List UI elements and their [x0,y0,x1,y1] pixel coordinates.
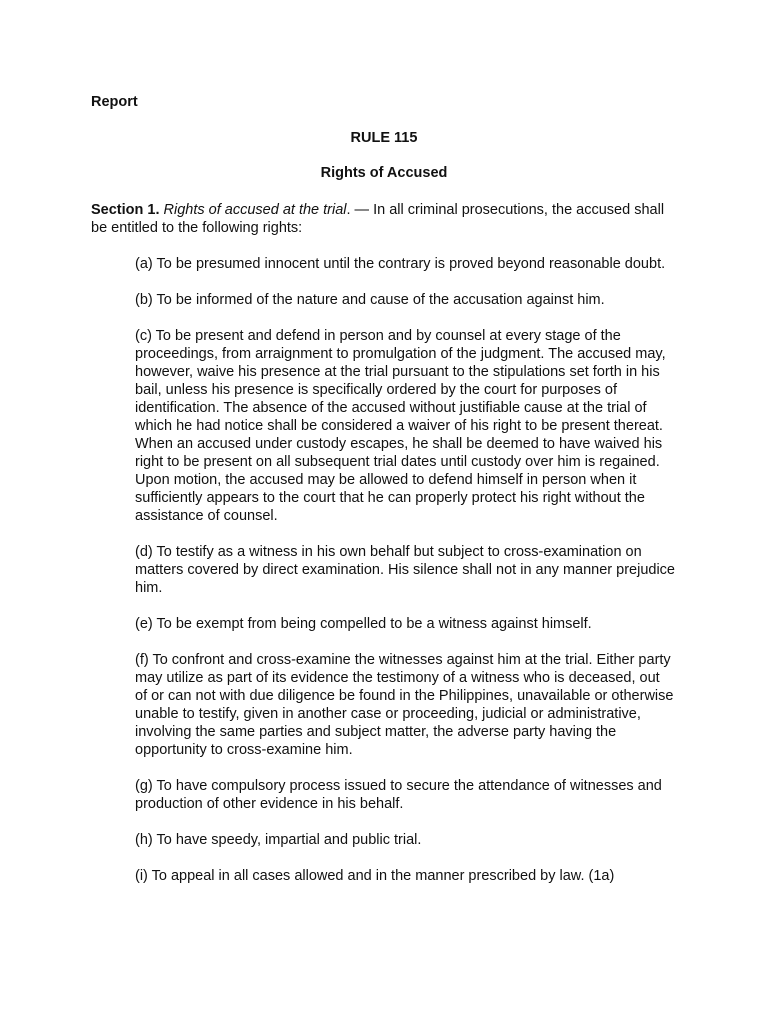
right-item-h: (h) To have speedy, impartial and public trial. [135,832,422,848]
rule-title: RULE 115 [350,130,418,146]
section-intro [91,201,671,237]
rights-list [135,255,675,903]
right-item-i: (i) To appeal in all cases allowed and in the manner prescribed by law. (1a) [135,868,615,884]
right-item-g: (g) To have compulsory process issued to secure the attendance of witnesses and production of other evidence in his behalf. [135,778,662,812]
report-label: Report [91,94,138,110]
right-item-f: (f) To confront and cross-examine the witnesses against him at the trial. Either party may utilize as part of its evidence the testimony of a witness who is deceased, out of or can not with due diligence be found in the Philippines, unavailable or otherwise unable to testify, given in another case or proceeding, judicial or administrative, involving the same parties and subject matter, the adverse party having the opportunity to cross-examine him. [135,652,674,758]
right-item-d: (d) To testify as a witness in his own behalf but subject to cross-examination on matters covered by direct examination. His silence shall not in any manner prejudice him. [135,544,675,596]
right-item-c: (c) To be present and defend in person and by counsel at every stage of the proceedings, from arraignment to promulgation of the judgment. The accused may, however, waive his presence at the trial pursuant to the stipulations set forth in his bail, unless his presence is specifically ordered by the court for purposes of identification. The absence of the accused without justifiable cause at the trial of which he had notice shall be considered a waiver of his right to be present thereat. When an accused under custody escapes, he shall be deemed to have waived his right to be present on all subsequent trial dates until custody over him is regained. Upon motion, the accused may be allowed to defend himself in person when it sufficiently appears to the court that he can properly protect his right without the assistance of counsel. [135,328,666,524]
section-heading: Rights of accused at the trial [163,202,347,218]
section-intro-text: . — In all criminal prosecutions, the accused shall be entitled to the following rights: [91,202,665,236]
right-item-b: (b) To be informed of the nature and cause of the accusation against him. [135,292,605,308]
section-number: Section 1. [91,202,160,218]
right-item-e: (e) To be exempt from being compelled to be a witness against himself. [135,616,592,632]
rule-subtitle: Rights of Accused [320,165,448,181]
right-item-a: (a) To be presumed innocent until the contrary is proved beyond reasonable doubt. [135,256,666,272]
